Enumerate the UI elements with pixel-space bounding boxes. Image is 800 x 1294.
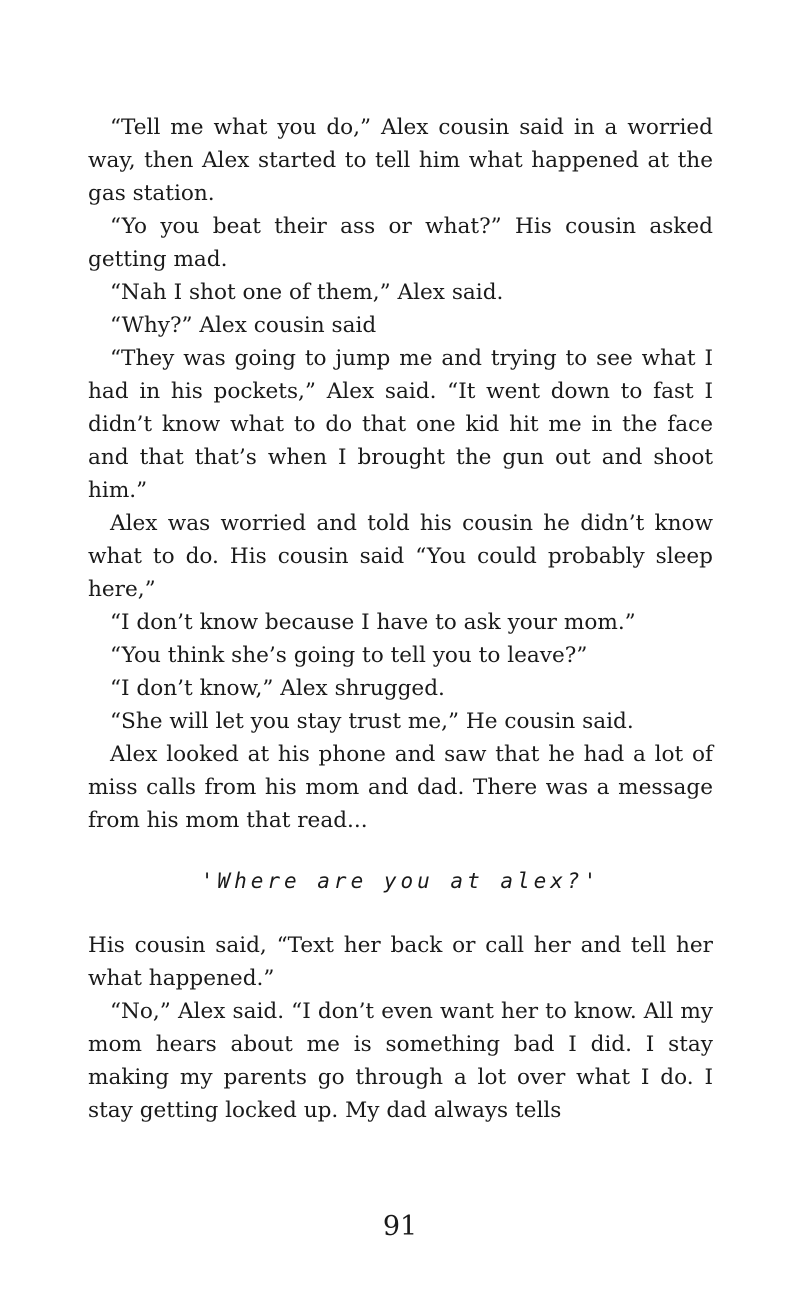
text-message-quote: 'Where are you at alex?' [200,869,601,893]
paragraph: “She will let you stay trust me,” He cousin said. [110,709,634,734]
paragraph: “Yo you beat their ass or what?” His cousin asked getting mad. [88,214,713,272]
paragraph: Alex looked at his phone and saw that he had a lot of miss calls from his mom and dad. There was a message from his mom that read... [88,742,713,833]
paragraph: “You think she’s going to tell you to leave?” [110,643,588,668]
body-text-bottom [88,929,713,1127]
paragraph: “I don’t know because I have to ask your mom.” [110,610,636,635]
paragraph: His cousin said, “Text her back or call her and tell her what happened.” [88,933,713,991]
page-number: 91 [382,1211,418,1242]
paragraph: “Nah I shot one of them,” Alex said. [110,280,504,305]
paragraph: “Why?” Alex cousin said [110,313,377,338]
body-text-top [88,111,713,837]
paragraph: “Tell me what you do,” Alex cousin said in a worried way, then Alex started to tell him what happened at the gas station. [88,115,713,206]
paragraph: “No,” Alex said. “I don’t even want her to know. All my mom hears about me is something bad I did. I stay making my parents go through a lot over what I do. I stay getting locked up. My dad always tells [88,999,713,1123]
paragraph: “They was going to jump me and trying to see what I had in his pockets,” Alex said. “It went down to fast I didn’t know what to do that one kid hit me in the face and that that’s when I brought the gun out and shoot him.” [88,346,713,503]
paragraph: “I don’t know,” Alex shrugged. [110,676,445,701]
paragraph: Alex was worried and told his cousin he didn’t know what to do. His cousin said “You could probably sleep here,” [88,511,713,602]
